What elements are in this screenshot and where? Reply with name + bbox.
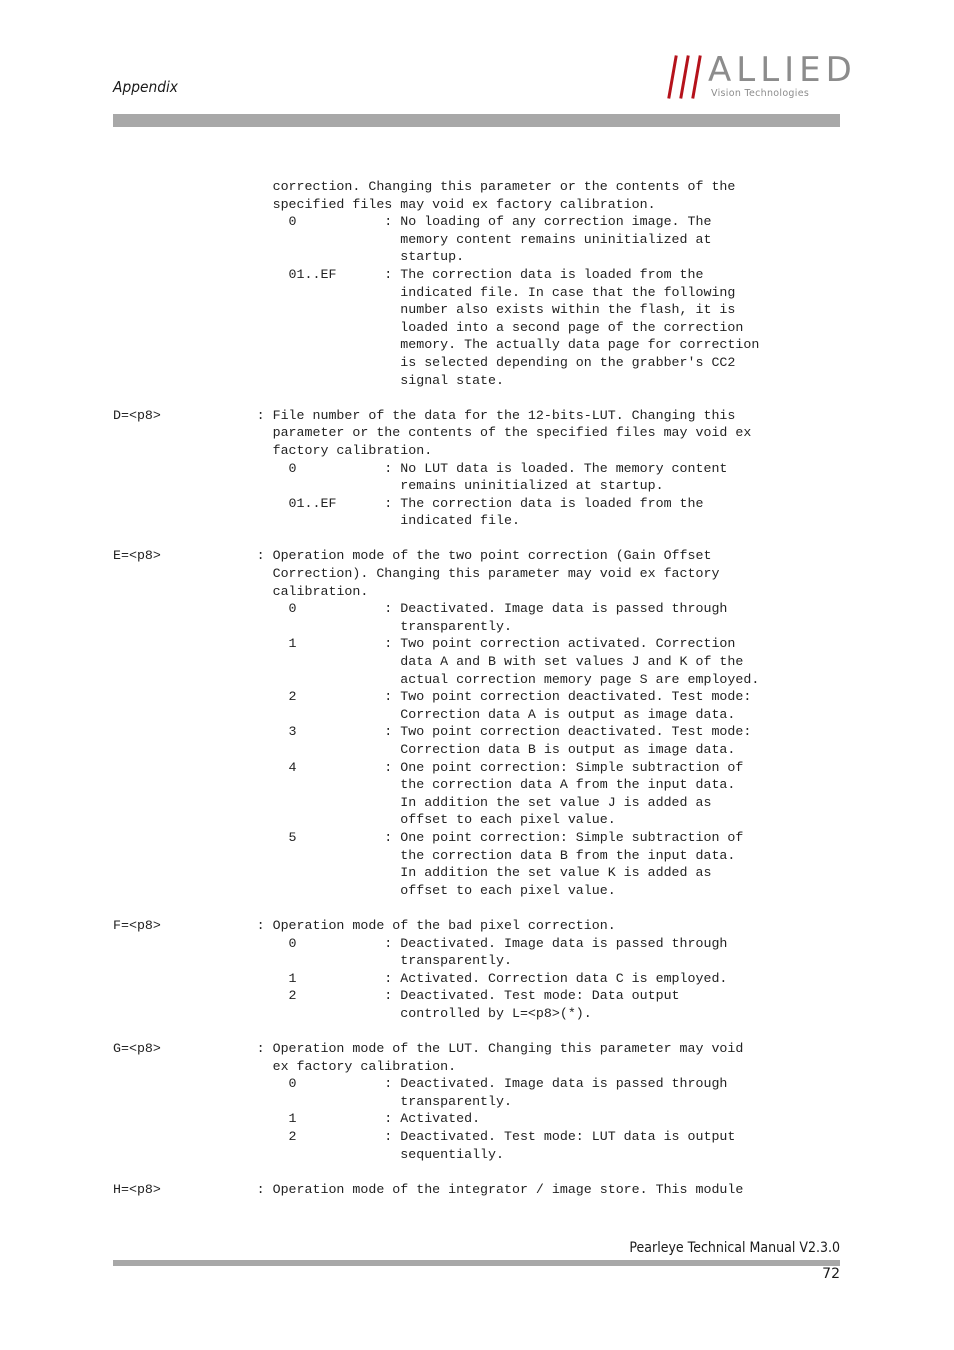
listing-line: loaded into a second page of the correction [113,319,744,335]
listing-line [113,1163,759,1181]
listing-line: transparently. [113,953,512,969]
listing-line: In addition the set value J is added as [113,794,712,810]
listing-line: 2 : Two point correction deactivated. Test mode: [113,689,752,705]
listing-line: 01..EF : The correction data is loaded from the [113,266,704,282]
listing-line [113,899,759,917]
footer-divider [113,1260,840,1266]
listing-line: memory. The actually data page for correction [113,337,760,353]
listing-line: memory content remains uninitialized at [113,231,712,247]
listing-line: 3 : Two point correction deactivated. Test mode: [113,724,752,740]
section-title: Appendix [113,78,178,96]
listing-line: correction. Changing this parameter or the contents of the [113,179,736,194]
listing-line: 1 : Activated. [113,1111,481,1127]
header-divider [113,114,840,127]
listing-line: startup. [113,249,465,265]
listing-line: actual correction memory page S are employed. [113,671,760,687]
listing-line: 0 : Deactivated. Image data is passed through [113,601,728,617]
listing-line: indicated file. In case that the following [113,284,736,300]
listing-line: 0 : No loading of any correction image. The [113,214,712,230]
listing-line: factory calibration. [113,442,433,458]
page-number: 72 [822,1266,840,1282]
logo-tagline: Vision Technologies [711,88,810,99]
listing-line: ex factory calibration. [113,1058,457,1074]
listing-line: 5 : One point correction: Simple subtraction of [113,829,744,845]
listing-line: transparently. [113,1093,512,1109]
listing-line: 0 : No LUT data is loaded. The memory content [113,460,728,476]
manual-title: Pearleye Technical Manual V2.3.0 [629,1240,840,1256]
listing-line: G=<p8> : Operation mode of the LUT. Changing this parameter may void [113,1041,744,1057]
listing-line: 0 : Deactivated. Image data is passed through [113,935,728,951]
listing-line: 2 : Deactivated. Test mode: Data output [113,988,680,1004]
listing-line: offset to each pixel value. [113,882,616,898]
listing-line: data A and B with set values J and K of the [113,654,744,670]
logo-wordmark: ALLIED [708,50,857,90]
listing-line: number also exists within the flash, it is [113,302,736,318]
listing-line: D=<p8> : File number of the data for the 12-bits-LUT. Changing this [113,407,736,423]
listing-line: 1 : Two point correction activated. Correction [113,636,736,652]
listing-line: H=<p8> : Operation mode of the integrator / image store. This module [113,1181,744,1197]
listing-line: calibration. [113,583,369,599]
listing-line: Correction). Changing this parameter may void ex factory [113,566,720,582]
listing-line: specified files may void ex factory calibration. [113,196,656,212]
listing-line: 4 : One point correction: Simple subtraction of [113,759,744,775]
listing-line: In addition the set value K is added as [113,865,712,881]
parameter-listing [113,178,759,1198]
listing-line: E=<p8> : Operation mode of the two point correction (Gain Offset [113,548,712,564]
listing-line: parameter or the contents of the specified files may void ex [113,425,752,441]
listing-line: remains uninitialized at startup. [113,478,664,494]
listing-line: Correction data B is output as image data. [113,742,736,757]
listing-line: signal state. [113,372,504,388]
listing-line: is selected depending on the grabber's CC2 [113,354,736,370]
listing-line: 0 : Deactivated. Image data is passed through [113,1076,728,1092]
listing-line: the correction data A from the input data. [113,777,736,793]
listing-line: 01..EF : The correction data is loaded from the [113,495,704,511]
listing-line: transparently. [113,618,512,634]
listing-line: Correction data A is output as image data. [113,706,736,722]
listing-line: indicated file. [113,513,520,529]
listing-line: controlled by L=<p8>(*). [113,1005,592,1021]
listing-line [113,530,759,548]
allied-logo [666,50,857,104]
listing-line [113,389,759,407]
listing-line: 2 : Deactivated. Test mode: LUT data is output [113,1129,736,1145]
logo-slashes-icon [666,55,708,99]
listing-line: 1 : Activated. Correction data C is employed. [113,970,728,986]
listing-line: F=<p8> : Operation mode of the bad pixel correction. [113,917,616,933]
listing-line: the correction data B from the input data. [113,847,736,863]
listing-line: offset to each pixel value. [113,812,616,828]
listing-line [113,1023,759,1041]
listing-line: sequentially. [113,1146,504,1162]
